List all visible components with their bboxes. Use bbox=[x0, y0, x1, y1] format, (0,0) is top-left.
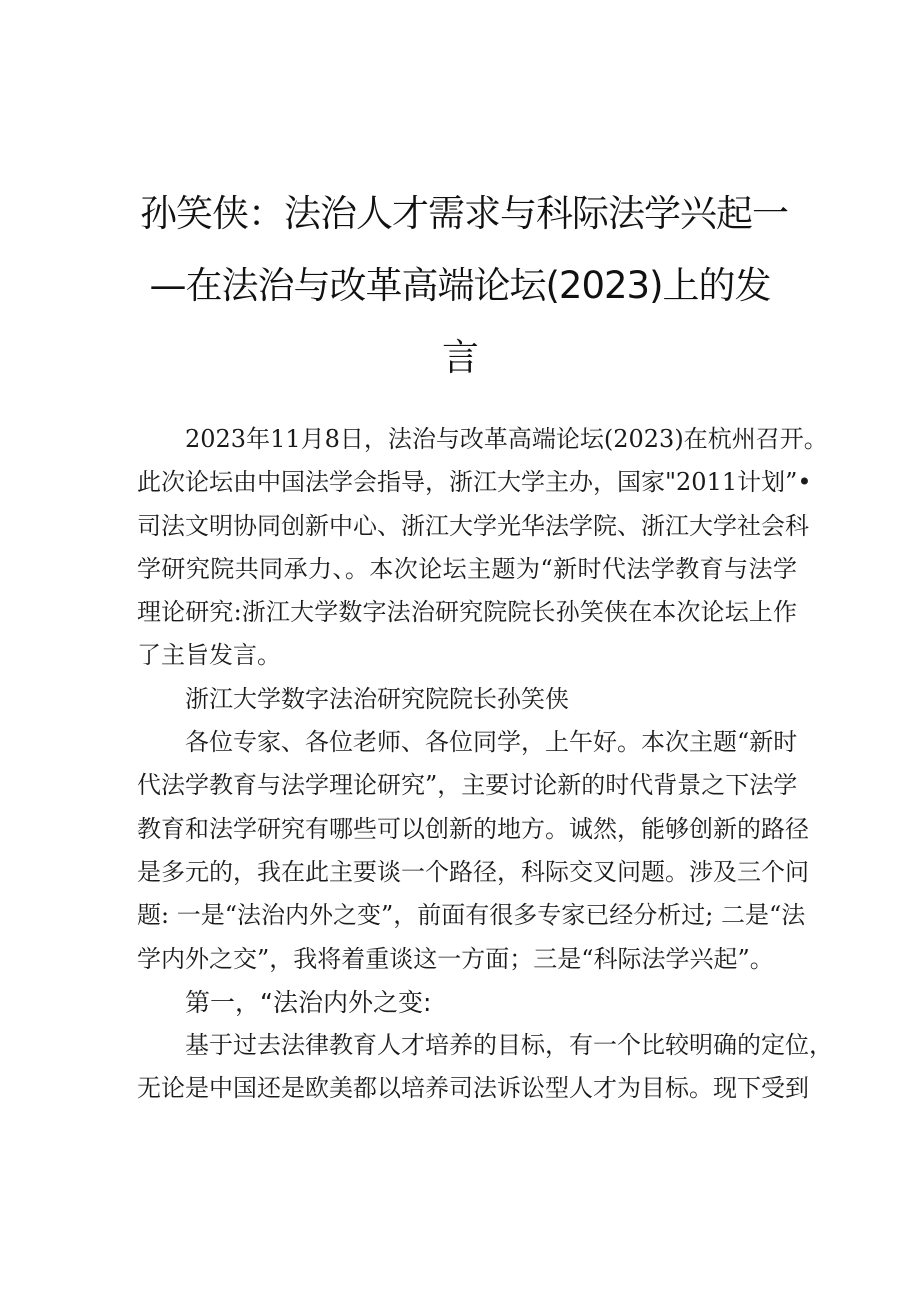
paragraph-line: 司法文明协同创新中心、浙江大学光华法学院、浙江大学社会科 bbox=[137, 511, 809, 540]
paragraph-line: 是多元的，我在此主要谈一个路径，科际交叉问题。涉及三个问 bbox=[137, 857, 809, 886]
document-body bbox=[137, 418, 833, 1111]
paragraph-line: 学内外之交”，我将着重谈这一方面；三是“科际法学兴起”。 bbox=[137, 944, 774, 973]
title-line: 言 bbox=[442, 336, 478, 379]
paragraph-line: 代法学教育与法学理论研究”，主要讨论新的时代背景之下法学 bbox=[137, 771, 798, 800]
paragraph-line: 此次论坛由中国法学会指导，浙江大学主办，国家"2011计划”• bbox=[137, 468, 812, 497]
paragraph-line: 2023年11月8日，法治与改革高端论坛(2023)在杭州召开。 bbox=[185, 425, 828, 453]
paragraph-line: 无论是中国还是欧美都以培养司法诉讼型人才为目标。现下受到 bbox=[137, 1074, 809, 1103]
title-line: 孙笑侠：法治人才需求与科际法学兴起一 bbox=[140, 192, 788, 235]
title-line: —在法治与改革高端论坛(2023)上的发 bbox=[149, 264, 771, 307]
section-heading: 第一，“法治内外之变: bbox=[185, 987, 432, 1017]
document-title bbox=[140, 178, 788, 394]
paragraph-line: 理论研究:浙江大学数字法治研究院院长孙笑侠在本次论坛上作 bbox=[137, 598, 797, 627]
paragraph-line: 了主旨发言。 bbox=[137, 641, 281, 670]
speaker-line: 浙江大学数字法治研究院院长孙笑侠 bbox=[185, 684, 569, 713]
paragraph-line: 学研究院共同承力、。本次论坛主题为“新时代法学教育与法学 bbox=[137, 554, 797, 583]
paragraph-line: 基于过去法律教育人才培养的目标，有一个比较明确的定位， bbox=[185, 1031, 833, 1060]
paragraph-line: 教育和法学研究有哪些可以创新的地方。诚然，能够创新的路径 bbox=[137, 814, 809, 843]
paragraph-line: 题: 一是“法治内外之变”，前面有很多专家已经分析过; 二是“法 bbox=[137, 901, 806, 930]
paragraph-line: 各位专家、各位老师、各位同学，上午好。本次主题“新时 bbox=[185, 728, 798, 757]
